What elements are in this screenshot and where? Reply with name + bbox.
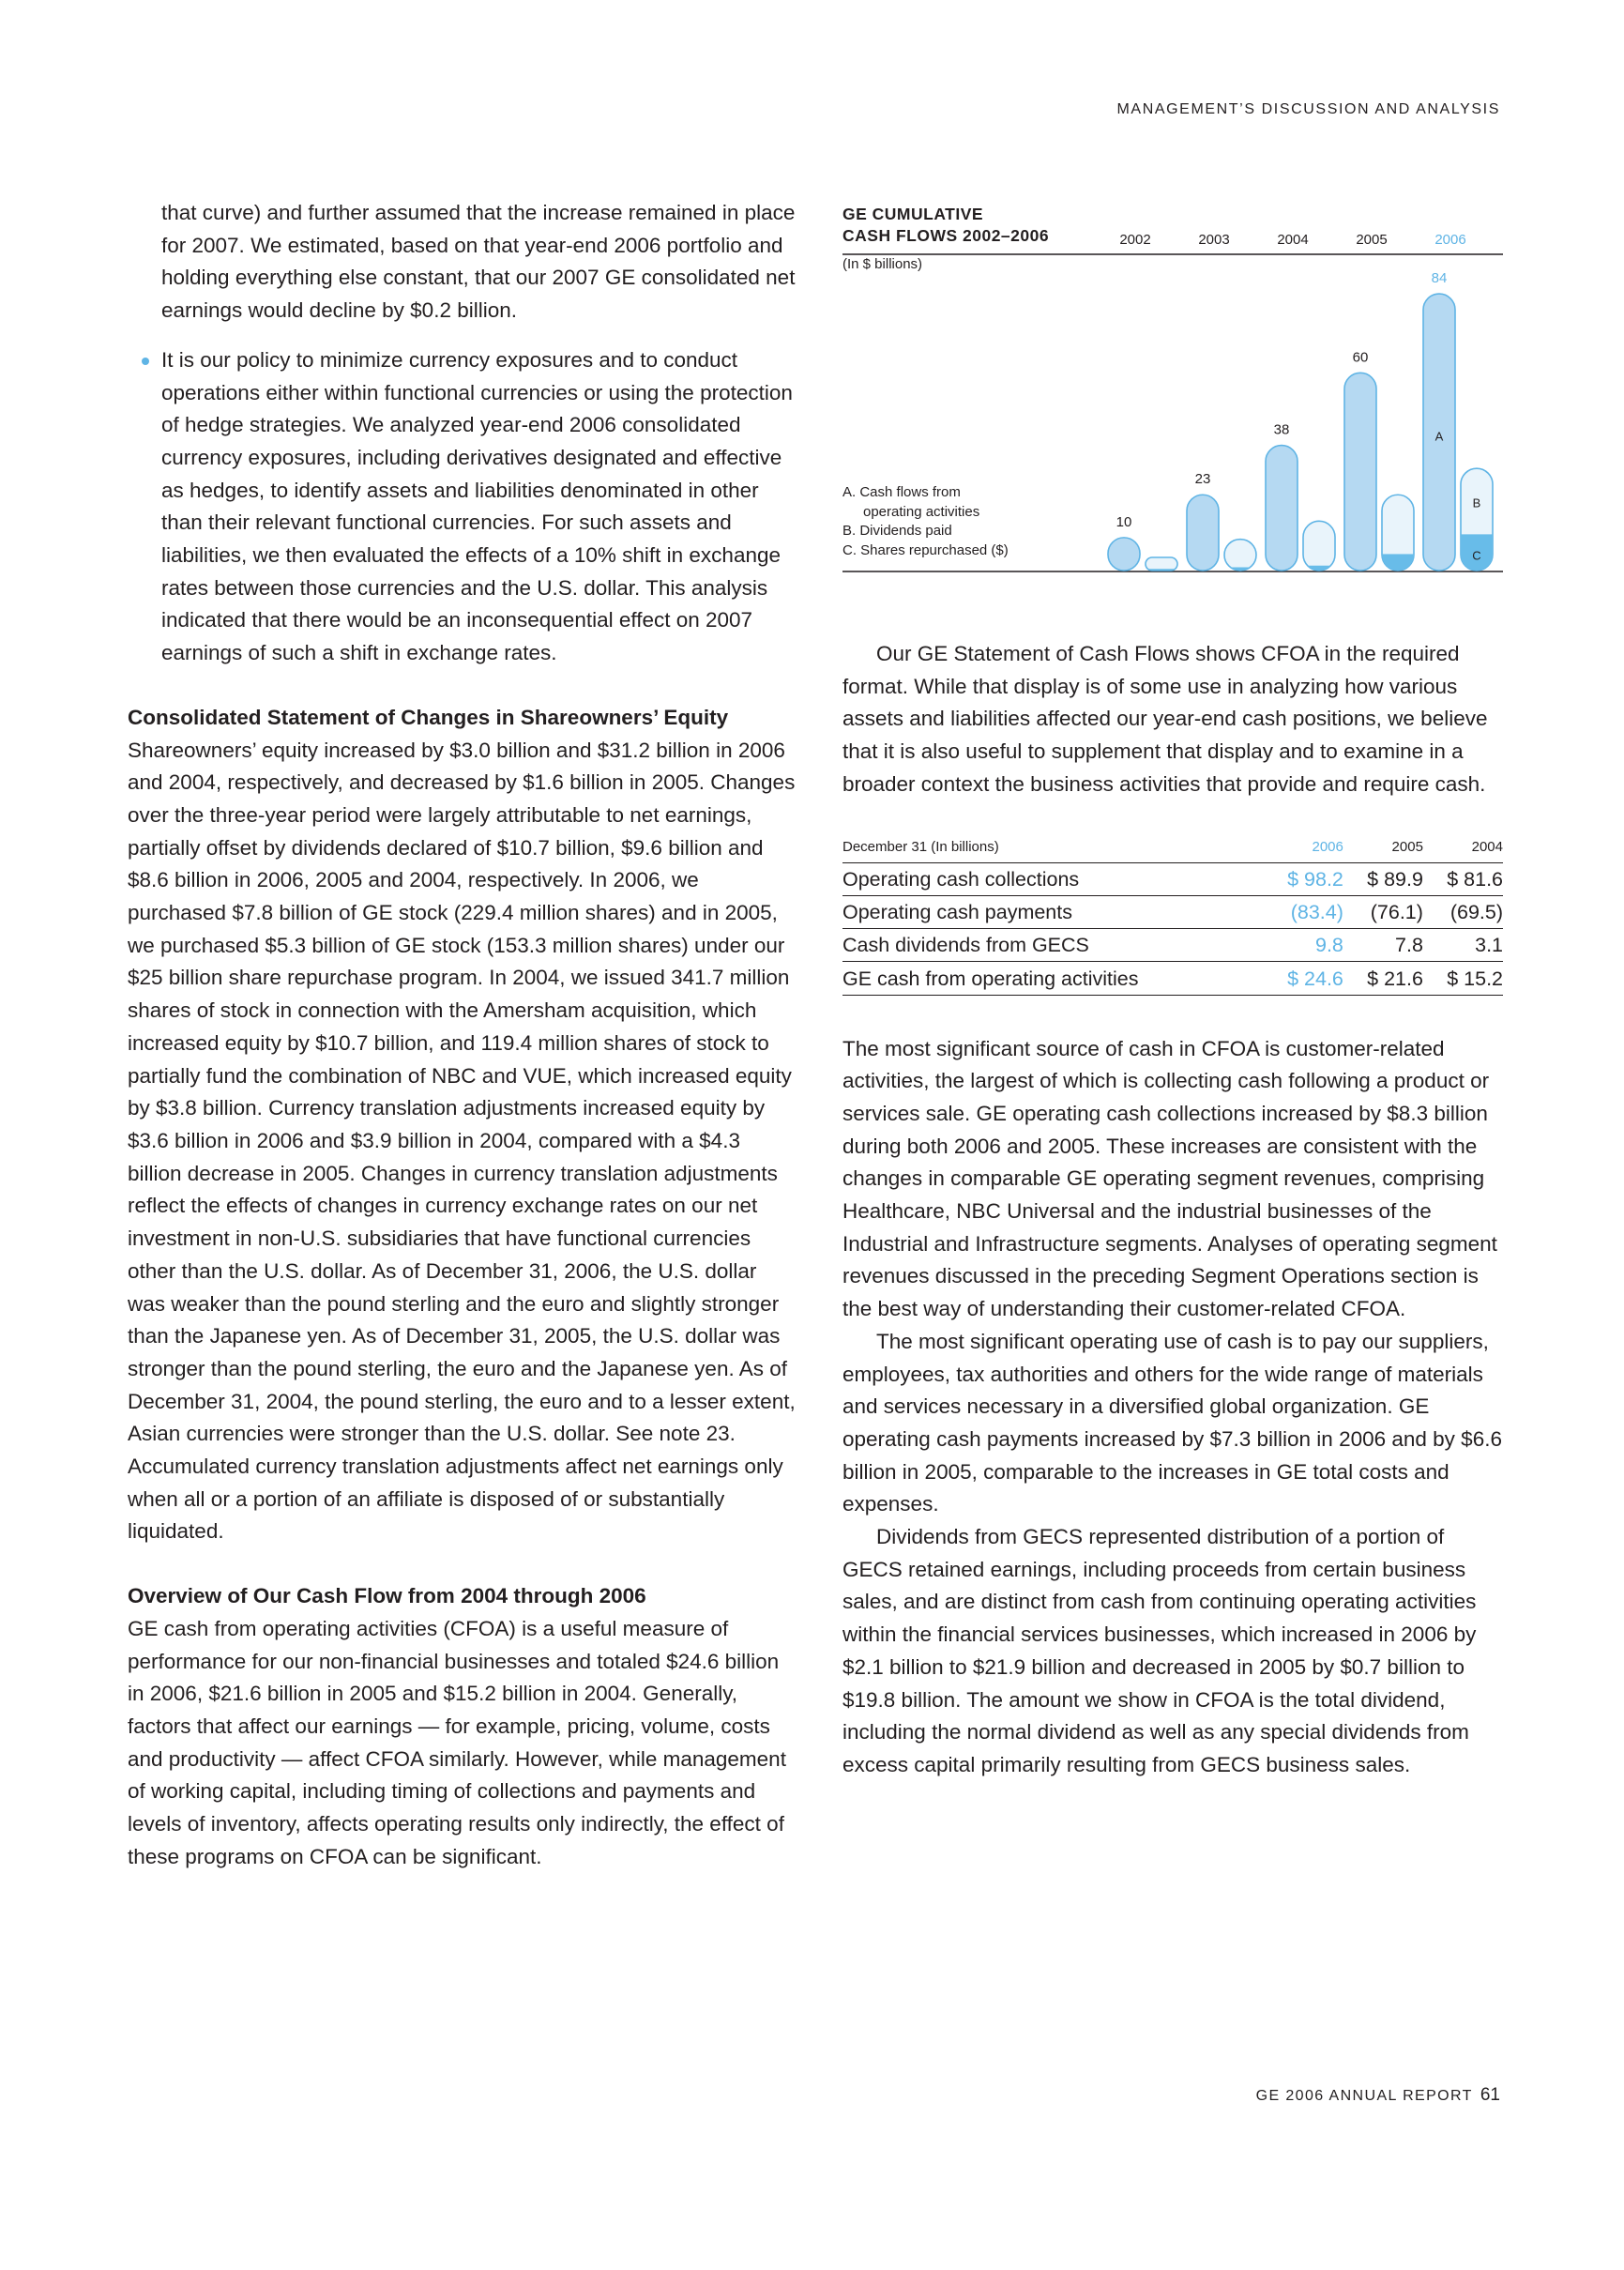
x-tick-label-2005: 2005 bbox=[1356, 232, 1388, 248]
bar-c-2005 bbox=[1382, 554, 1414, 571]
table-cell-2005: 7.8 bbox=[1343, 928, 1423, 961]
table-cell-2004: 3.1 bbox=[1423, 928, 1503, 961]
table-cell-label: Operating cash collections bbox=[842, 862, 1264, 895]
bar-b-2002 bbox=[1146, 557, 1177, 571]
bar-b-2003 bbox=[1224, 540, 1256, 571]
table-header-row bbox=[842, 839, 1503, 863]
cumulative-cash-flows-chart bbox=[842, 202, 1503, 577]
table-header-2006: 2006 bbox=[1264, 839, 1343, 863]
bar-a-2003 bbox=[1187, 495, 1219, 571]
paragraph-sources-of-cash: The most significant source of cash in CFOA is customer-related activities, the largest of which is collecting cash following a product or services sale. GE operating cash collections increased by $8.3 billion during both 2006 and 2005. These increases are consistent with the changes in comparable GE operating segment revenues, comprising Healthcare, NBC Universal and the industrial businesses of the Industrial and Infrastructure segments. Analyses of operating segment revenues discussed in the preceding Segment Operations section is the best way of understanding their customer-related CFOA. bbox=[842, 1036, 1497, 1321]
running-head: MANAGEMENT’S DISCUSSION AND ANALYSIS bbox=[1116, 101, 1500, 117]
x-tick-label-2003: 2003 bbox=[1198, 232, 1230, 248]
paragraph-uses-of-cash: The most significant operating use of cash is to pay our suppliers, employees, tax authorities and others for the wide range of materials and services necessary in a diversified global organization. GE operating cash payments increased by $7.3 billion in 2006 and by $6.6 billion in 2005, comparable to the increases in GE total costs and expenses. bbox=[842, 1329, 1502, 1516]
table-row-gecs-dividends bbox=[842, 928, 1503, 961]
table-row-payments bbox=[842, 895, 1503, 928]
table-cell-label: Cash dividends from GECS bbox=[842, 928, 1264, 961]
bar-a-2005 bbox=[1344, 373, 1376, 571]
table-row-collections bbox=[842, 862, 1503, 895]
table-cell-2005: $ 21.6 bbox=[1343, 961, 1423, 995]
table-header-label: December 31 (In billions) bbox=[842, 839, 1264, 863]
data-label-2002: 10 bbox=[1116, 513, 1132, 530]
right-column bbox=[842, 638, 1503, 1782]
table-cell-label: GE cash from operating activities bbox=[842, 961, 1264, 995]
table-cell-2004: $ 81.6 bbox=[1423, 862, 1503, 895]
table-cell-2005: $ 89.9 bbox=[1343, 862, 1423, 895]
paragraph-cfoa: GE cash from operating activities (CFOA) is a useful measure of performance for our non-financial businesses and totaled $24.6 billion in 2006, $21.6 billion in 2005 and $15.2 billion in 2004. Generally, factors that affect our earnings — for example, pricing, volume, costs and productivity — affect CFOA similarly. However, while management of working capital, including timing of collections and payments and levels of inventory, affects operating results only indirectly, the effect of these programs on CFOA can be significant. bbox=[128, 1616, 786, 1868]
paragraph-currency: It is our policy to minimize currency exposures and to conduct operations either within functional currencies or using the protection of hedge strategies. We analyzed year-end 2006 consolidated currency exposures, including derivatives designated and effective as hedges, to identify assets and liabilities denominated in other than their relevant functional currencies. For such assets and liabilities, we then evaluated the effects of a 10% shift in exchange rates between those currencies and the U.S. dollar. This analysis indicated that there would be an inconsequential effect on 2007 earnings of such a shift in exchange rates. bbox=[161, 347, 793, 665]
paragraph-gecs-dividends: Dividends from GECS represented distribution of a portion of GECS retained earnings, including proceeds from certain business sales, and are distinct from cash from continuing operating activities within the financial services businesses, which increased in 2006 by $2.1 billion to $21.9 billion and decreased in 2005 by $0.7 billion to $19.8 billion. The amount we show in CFOA is the total dividend, including the normal dividend as well as any special dividends from excess capital primarily resulting from GECS business sales. bbox=[842, 1525, 1477, 1776]
heading-shareowners-equity: Consolidated Statement of Changes in Shareowners’ Equity bbox=[128, 705, 729, 729]
page-number: 61 bbox=[1480, 2085, 1500, 2105]
paragraph-statement-of-cash-flows: Our GE Statement of Cash Flows shows CFOA in the required format. While that display is of some use in analyzing how various assets and liabilities affected our year-end cash positions, we believe that it is also useful to supplement that display and to examine in a broader context the business activities that provide and require cash. bbox=[842, 642, 1488, 796]
table-header-2005: 2005 bbox=[1343, 839, 1423, 863]
data-label-2004: 38 bbox=[1273, 421, 1290, 438]
table-row-total-cfoa bbox=[842, 961, 1503, 995]
legend-item-a-cont: operating activities bbox=[863, 503, 980, 520]
table-cell-2006: $ 24.6 bbox=[1264, 961, 1343, 995]
table-cell-2005: (76.1) bbox=[1343, 895, 1423, 928]
page-footer bbox=[1256, 2085, 1500, 2106]
bar-b-2004 bbox=[1303, 521, 1335, 571]
bar-c-2002 bbox=[1146, 569, 1177, 571]
table-cell-2004: (69.5) bbox=[1423, 895, 1503, 928]
in-bar-label-c: C bbox=[1472, 548, 1481, 563]
bullet-icon bbox=[142, 358, 149, 365]
chart-title-line1: GE CUMULATIVE bbox=[842, 205, 984, 223]
paragraph-curve-continuation: that curve) and further assumed that the increase remained in place for 2007. We estimated, based on that year-end 2006 portfolio and holding everything else constant, that our 2007 GE consolidated net earnings would decline by $0.2 billion. bbox=[161, 201, 796, 323]
bar-a-2004 bbox=[1266, 446, 1298, 571]
data-label-2006: 84 bbox=[1431, 270, 1448, 287]
footer-report-name: GE 2006 ANNUAL REPORT bbox=[1255, 2088, 1473, 2104]
heading-cash-flow-overview: Overview of Our Cash Flow from 2004 through 2006 bbox=[128, 1584, 646, 1608]
bar-c-2003 bbox=[1224, 567, 1256, 571]
table-cell-2006: (83.4) bbox=[1264, 895, 1343, 928]
table-cell-label: Operating cash payments bbox=[842, 895, 1264, 928]
data-label-2005: 60 bbox=[1352, 349, 1369, 366]
chart-title-line2: CASH FLOWS 2002–2006 bbox=[842, 226, 1050, 245]
bar-a-2002 bbox=[1108, 538, 1140, 571]
left-column bbox=[128, 197, 796, 1873]
table-header-2004: 2004 bbox=[1423, 839, 1503, 863]
legend-item-a: A. Cash flows from bbox=[842, 484, 961, 500]
x-tick-label-2002: 2002 bbox=[1119, 232, 1151, 248]
cfoa-table bbox=[842, 839, 1503, 996]
x-tick-label-2006: 2006 bbox=[1434, 232, 1466, 248]
data-label-2003: 23 bbox=[1194, 471, 1211, 488]
table-cell-2006: $ 98.2 bbox=[1264, 862, 1343, 895]
in-bar-label-a: A bbox=[1434, 429, 1444, 444]
bullet-item-currency bbox=[161, 344, 796, 670]
chart-unit: (In $ billions) bbox=[842, 256, 923, 272]
x-tick-label-2004: 2004 bbox=[1277, 232, 1309, 248]
in-bar-label-b: B bbox=[1472, 495, 1481, 510]
legend-item-c: C. Shares repurchased ($) bbox=[842, 541, 1009, 558]
paragraph-shareowners-equity: Shareowners’ equity increased by $3.0 billion and $31.2 billion in 2006 and 2004, respectively, and decreased by $1.6 billion in 2005. Changes over the three-year period were largely attributable to net earnings, partially offset by dividends declared of $10.7 billion, $9.6 billion and $8.6 billion in 2006, 2005 and 2004, respectively. In 2006, we purchased $7.8 billion of GE stock (229.4 million shares) and in 2005, we purchased $5.3 billion of GE stock (153.3 million shares) under our $25 billion share repurchase program. In 2004, we issued 341.7 million shares of stock in connection with the Amersham acquisition, which increased equity by $10.7 billion, and 119.4 million shares of stock to partially fund the combination of NBC and VUE, which increased equity by $3.8 billion. Currency translation adjustments increased equity by $3.6 billion in 2006 and $3.9 billion in 2004, compared with a $4.3 billion decrease in 2005. Changes in currency translation adjustments reflect the effects of changes in currency exchange rates on our net investment in non-U.S. subsidiaries that have functional currencies other than the U.S. dollar. As of December 31, 2006, the U.S. dollar was weaker than the pound sterling and the euro and slightly stronger than the Japanese yen. As of December 31, 2005, the U.S. dollar was stronger than the pound sterling, the euro and the Japanese yen. As of December 31, 2004, the pound sterling, the euro and to a lesser extent, Asian currencies were stronger than the U.S. dollar. See note 23. Accumulated currency translation adjustments affect net earnings only when all or a portion of an affiliate is disposed of or substantially liquidated. bbox=[128, 738, 796, 1544]
table-cell-2004: $ 15.2 bbox=[1423, 961, 1503, 995]
legend-item-b: B. Dividends paid bbox=[842, 523, 952, 539]
table-cell-2006: 9.8 bbox=[1264, 928, 1343, 961]
chart-plot bbox=[842, 202, 1503, 577]
